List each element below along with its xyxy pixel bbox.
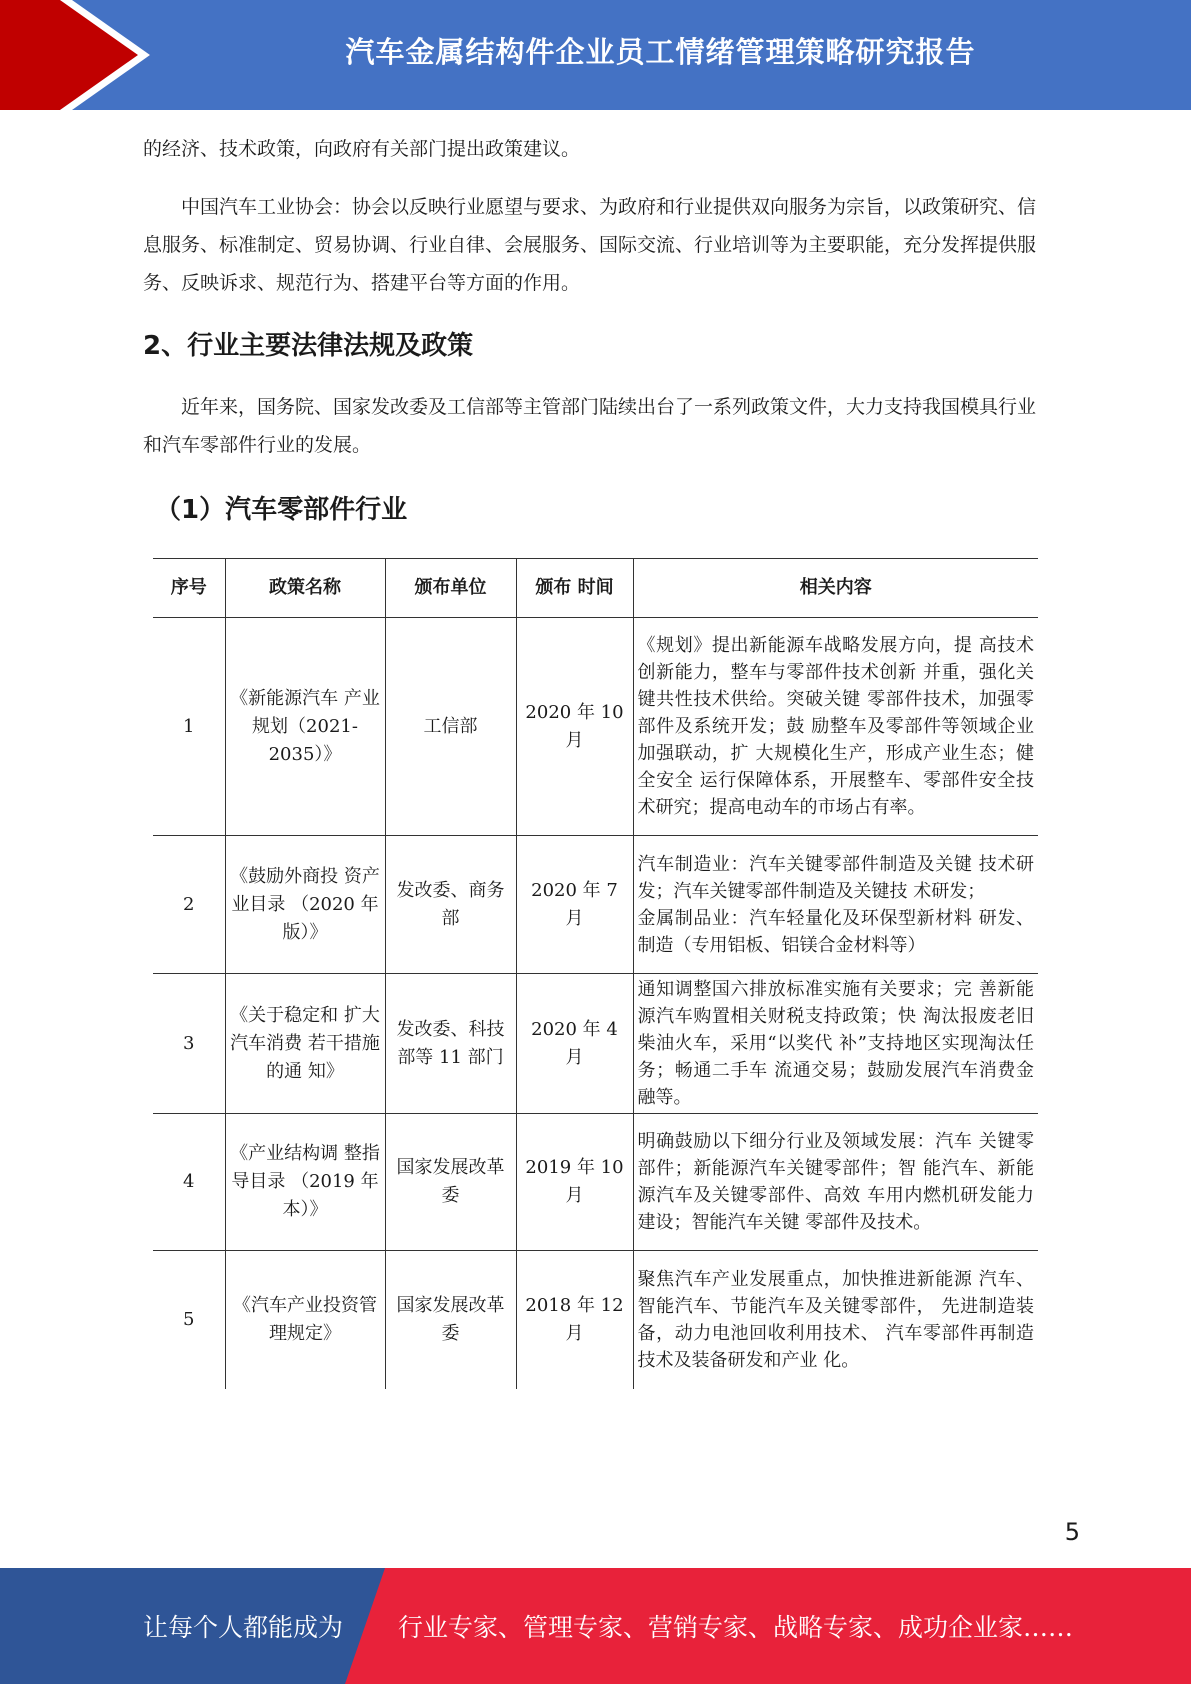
cell-issuer: 发改委、商务部	[385, 836, 516, 974]
cell-name: 《新能源汽车 产业规划（2021-2035）》	[225, 618, 385, 836]
subsection-heading: （1）汽车零部件行业	[155, 495, 408, 525]
header-cell-content: 相关内容	[633, 559, 1038, 618]
header-cell-date: 颁布 时间	[516, 559, 633, 618]
page-header	[0, 0, 1191, 110]
table-row	[153, 836, 1038, 974]
cell-issuer: 工信部	[385, 618, 516, 836]
table-row	[153, 1251, 1038, 1389]
cell-issuer: 国家发展改革委	[385, 1114, 516, 1251]
cell-date: 2020 年 10 月	[516, 618, 633, 836]
cell-name: 《鼓励外商投 资产业目录 （2020 年版）》	[225, 836, 385, 974]
cell-date: 2020 年 7 月	[516, 836, 633, 974]
table-header-row	[153, 559, 1038, 618]
cell-no: 3	[153, 974, 225, 1114]
paragraph-continued: 的经济、技术政策，向政府有关部门提出政策建议。	[143, 138, 581, 160]
cell-no: 1	[153, 618, 225, 836]
footer-slogan-left: 让每个人都能成为	[143, 1613, 344, 1642]
header-cell-name: 政策名称	[225, 559, 385, 618]
page-number: 5	[1064, 1518, 1080, 1546]
cell-content: 通知调整国六排放标准实施有关要求；完 善新能源汽车购置相关财税支持政策；快 淘汰报废老旧柴油火车，采用“以奖代 补”支持地区实现淘汰任务；畅通二手车 流通交易；鼓励发展汽车消费金融等。	[633, 974, 1038, 1114]
table-row	[153, 974, 1038, 1114]
cell-no: 4	[153, 1114, 225, 1251]
cell-date: 2019 年 10 月	[516, 1114, 633, 1251]
cell-content: 聚焦汽车产业发展重点，加快推进新能源 汽车、智能汽车、节能汽车及关键零部件， 先进制造装备，动力电池回收利用技术、 汽车零部件再制造技术及装备研发和产业 化。	[633, 1251, 1038, 1389]
cell-issuer: 发改委、科技部等 11 部门	[385, 974, 516, 1114]
cell-date: 2018 年 12 月	[516, 1251, 633, 1389]
cell-name: 《汽车产业投资管理规定》	[225, 1251, 385, 1389]
cell-issuer: 国家发展改革委	[385, 1251, 516, 1389]
header-cell-issuer: 颁布单位	[385, 559, 516, 618]
header-cell-no: 序号	[153, 559, 225, 618]
cell-date: 2020 年 4 月	[516, 974, 633, 1114]
header-title: 汽车金属结构件企业员工情绪管理策略研究报告	[345, 34, 976, 69]
table-row	[153, 1114, 1038, 1251]
policy-table	[153, 558, 1038, 1389]
cell-no: 5	[153, 1251, 225, 1389]
main-content	[143, 130, 1045, 1389]
cell-name: 《产业结构调 整指导目录 （2019 年本）》	[225, 1114, 385, 1251]
table-row	[153, 618, 1038, 836]
footer-slogan-right: 行业专家、管理专家、营销专家、战略专家、成功企业家……	[398, 1613, 1074, 1642]
cell-content: 明确鼓励以下细分行业及领域发展：汽车 关键零部件；新能源汽车关键零部件；智 能汽车、新能源汽车及关键零部件、高效 车用内燃机研发能力建设；智能汽车关键 零部件及技术。	[633, 1114, 1038, 1251]
paragraph-policy-intro: 近年来，国务院、国家发改委及工信部等主管部门陆续出台了一系列政策文件，大力支持我国模具行业和汽车零部件行业的发展。	[143, 396, 1037, 456]
cell-content: 《规划》提出新能源车战略发展方向，提 高技术创新能力，整车与零部件技术创新 并重，强化关键共性技术供给。突破关键 零部件技术，加强零部件及系统开发；鼓 励整车及零部件等领域企业加强联动，扩 大规模化生产，形成产业生态；健全安全 运行保障体系，开展整车、零部件安全技 术研究；提高电动车的市场占有率。	[633, 618, 1038, 836]
cell-content: 汽车制造业：汽车关键零部件制造及关键 技术研发；汽车关键零部件制造及关键技 术研发； 金属制品业：汽车轻量化及环保型新材料 研发、制造（专用铝板、铝镁合金材料等）	[633, 836, 1038, 974]
cell-no: 2	[153, 836, 225, 974]
cell-name: 《关于稳定和 扩大汽车消费 若干措施的通 知》	[225, 974, 385, 1114]
paragraph-association: 中国汽车工业协会：协会以反映行业愿望与要求、为政府和行业提供双向服务为宗旨，以政策研究、信息服务、标准制定、贸易协调、行业自律、会展服务、国际交流、行业培训等为主要职能，充分发挥提供服务、反映诉求、规范行为、搭建平台等方面的作用。	[143, 196, 1037, 294]
page-footer	[0, 1568, 1191, 1684]
section-heading: 2、行业主要法律法规及政策	[143, 331, 474, 361]
